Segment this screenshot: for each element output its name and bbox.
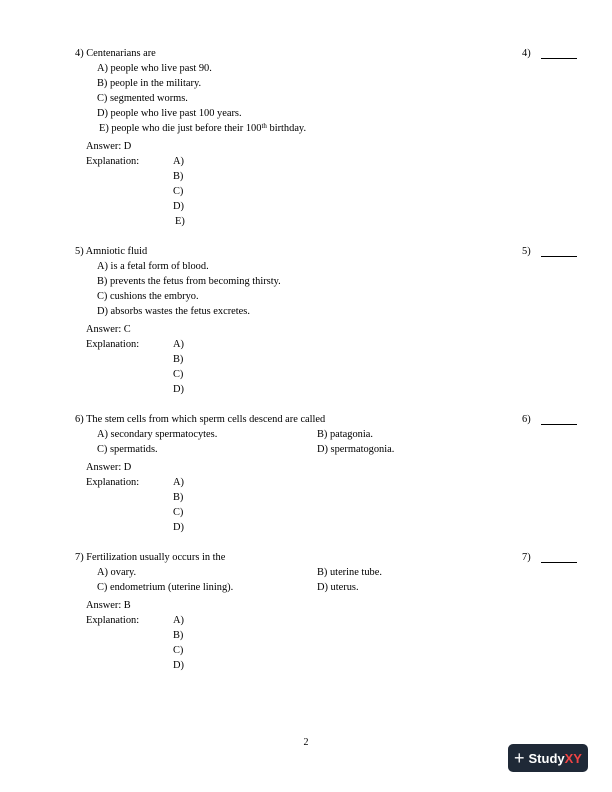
choice-c: C) spermatids. xyxy=(97,444,158,455)
explanation-item: B) xyxy=(173,630,184,641)
explanation-item: C) xyxy=(173,186,184,197)
question-stem xyxy=(75,244,585,259)
choice-b: B) uterine tube. xyxy=(317,567,382,578)
explanation xyxy=(75,475,585,535)
question-stem xyxy=(75,46,585,61)
question-stem xyxy=(75,412,585,427)
ordinal-suffix: th xyxy=(261,122,267,130)
question-stem xyxy=(75,550,585,565)
answer-line: Answer: C xyxy=(86,324,131,335)
choice-d: D) absorbs wastes the fetus excretes. xyxy=(97,306,250,317)
question-text: 7) Fertilization usually occurs in the xyxy=(75,552,226,563)
explanation-list xyxy=(86,154,585,229)
question-text: 5) Amniotic fluid xyxy=(75,246,148,257)
question-4 xyxy=(75,46,585,229)
choice-a: A) secondary spermatocytes. xyxy=(97,429,218,440)
plus-icon: + xyxy=(514,748,525,768)
choice-e-tail: birthday. xyxy=(266,123,307,134)
answer-blank xyxy=(541,256,577,257)
explanation-item: A) xyxy=(173,477,184,488)
choice-e xyxy=(97,121,585,136)
choice-c: C) cushions the embryo. xyxy=(97,291,199,302)
brand-name xyxy=(529,751,582,766)
choice-grid xyxy=(75,565,585,595)
explanation-item: A) xyxy=(173,156,184,167)
explanation-label: Explanation: xyxy=(86,477,140,488)
answer-line: Answer: D xyxy=(86,462,132,473)
choice-b: B) patagonia. xyxy=(317,429,373,440)
page-number: 2 xyxy=(303,737,309,748)
question-text: 6) The stem cells from which sperm cells descend are called xyxy=(75,414,326,425)
explanation-list xyxy=(86,613,585,673)
choice-a: A) people who live past 90. xyxy=(97,63,212,74)
explanation-list xyxy=(86,475,585,535)
choice-c: C) segmented worms. xyxy=(97,93,188,104)
explanation-item: D) xyxy=(173,384,184,395)
brand-suffix: XY xyxy=(564,750,582,766)
choice-grid xyxy=(75,427,585,457)
answer-line: Answer: B xyxy=(86,600,131,611)
brand-prefix: Study xyxy=(528,750,565,766)
choice-row xyxy=(97,580,585,595)
choice-row xyxy=(97,565,585,580)
explanation-item: E) xyxy=(175,216,185,227)
studyxy-logo[interactable] xyxy=(508,744,588,772)
choice-row xyxy=(97,427,585,442)
explanation xyxy=(75,154,585,229)
choice-b: B) people in the military. xyxy=(97,78,202,89)
explanation-item: B) xyxy=(173,354,184,365)
explanation-label: Explanation: xyxy=(86,156,140,167)
choice-b: B) prevents the fetus from becoming thirsty. xyxy=(97,276,281,287)
explanation xyxy=(75,613,585,673)
choice-a: A) ovary. xyxy=(97,567,137,578)
question-5 xyxy=(75,244,585,397)
choice-c: C) endometrium (uterine lining). xyxy=(97,582,234,593)
explanation-item: B) xyxy=(173,492,184,503)
answer-blank xyxy=(541,58,577,59)
choice-d: D) uterus. xyxy=(317,582,359,593)
explanation-item: D) xyxy=(173,522,184,533)
explanation-item: D) xyxy=(173,201,184,212)
choice-d: D) people who live past 100 years. xyxy=(97,108,242,119)
explanation-item: C) xyxy=(173,645,184,656)
explanation-item: B) xyxy=(173,171,184,182)
choice-d: D) spermatogonia. xyxy=(317,444,395,455)
explanation-item: D) xyxy=(173,660,184,671)
answer-blank xyxy=(541,562,577,563)
answer-line: Answer: D xyxy=(86,141,132,152)
question-7 xyxy=(75,550,585,673)
choice-a: A) is a fetal form of blood. xyxy=(97,261,209,272)
question-number: 7) xyxy=(522,552,531,563)
question-text: 4) Centenarians are xyxy=(75,48,156,59)
explanation-list xyxy=(86,337,585,397)
choice-row xyxy=(97,442,585,457)
question-number: 6) xyxy=(522,414,531,425)
question-6 xyxy=(75,412,585,535)
choice-list xyxy=(75,61,585,136)
question-number: 5) xyxy=(522,246,531,257)
answer-blank xyxy=(541,424,577,425)
explanation-label: Explanation: xyxy=(86,339,140,350)
explanation-item: A) xyxy=(173,339,184,350)
choice-e-text: E) people who die just before their 100 xyxy=(99,123,262,134)
explanation-item: C) xyxy=(173,369,184,380)
explanation-label: Explanation: xyxy=(86,615,140,626)
choice-list xyxy=(75,259,585,319)
explanation-item: C) xyxy=(173,507,184,518)
explanation xyxy=(75,337,585,397)
question-number: 4) xyxy=(522,48,531,59)
explanation-item: A) xyxy=(173,615,184,626)
